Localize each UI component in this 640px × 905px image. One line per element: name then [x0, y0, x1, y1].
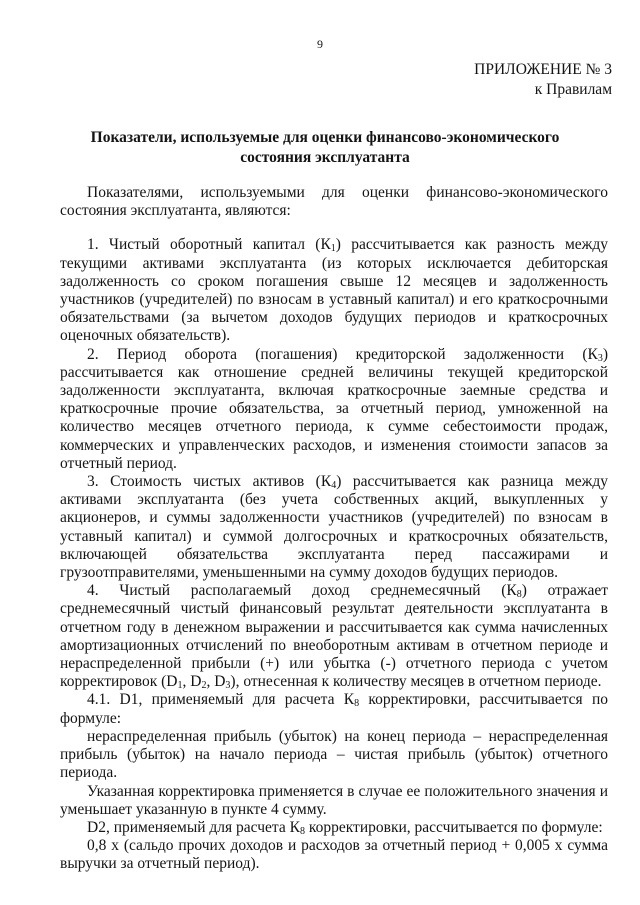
- item-k1-paragraph: [60, 236, 608, 345]
- item-k1-prefix: 1. Чистый оборотный капитал (К: [87, 236, 331, 254]
- d2-prefix: D2, применяемый для расчета К: [87, 818, 300, 836]
- item-k3-prefix: 2. Период оборота (погашения) кредиторской задолженности (К: [87, 345, 598, 363]
- item-k8-text2: ), отнесенная к количеству месяцев в отчетном периоде.: [230, 673, 602, 691]
- document-title: Показатели, используемые для оценки финансово-экономического состояния эксплуатанта: [90, 129, 560, 166]
- item-k8-sub: 8: [516, 589, 522, 601]
- item-k8-d1-sub: 1: [177, 680, 183, 692]
- item-k8-paragraph: [60, 582, 608, 691]
- note-d1-paragraph: Указанная корректировка применяется в случае ее положительного значения и уменьшает указанную в пункте 4 сумму.: [60, 782, 608, 818]
- item-k8-sep1: , D: [182, 673, 202, 691]
- item-k4-text: ) рассчитывается как разница между активами эксплуатанта (без учета собственных акций, выкупленных у акционеров, и суммы задолженности участников (учредителей) по взносам в уставный капитал) и суммой долгосрочных и краткосрочных обязательств, включающей обязательства эксплуатанта перед пассажирами и грузоотправителями, уменьшенными на сумму доходов будущих периодов.: [60, 473, 608, 582]
- sub41-text: корректировки, рассчитывается по формуле:: [60, 691, 608, 727]
- document-body: [60, 184, 608, 874]
- page-number: 9: [317, 37, 323, 51]
- item-k4-sub: 4: [331, 480, 337, 492]
- sub41-paragraph: [60, 691, 608, 727]
- annex-subtitle: к Правилам: [534, 81, 612, 98]
- formula-d2-paragraph: 0,8 х (сальдо прочих доходов и расходов за отчетный период + 0,005 х сумма выручки за отчетный период).: [60, 837, 608, 873]
- item-k4-prefix: 3. Стоимость чистых активов (К: [87, 473, 332, 491]
- d2-sub: 8: [299, 825, 305, 837]
- sub41-sub: 8: [354, 698, 360, 710]
- intro-paragraph: Показателями, используемыми для оценки финансово-экономического состояния эксплуатанта, являются:: [60, 184, 608, 220]
- item-k8-prefix: 4. Чистый располагаемый доход среднемесячный (К: [87, 582, 517, 600]
- item-k8-d3-sub: 3: [225, 680, 231, 692]
- item-k4-paragraph: [60, 473, 608, 582]
- formula-d1-paragraph: нераспределенная прибыль (убыток) на конец периода – нераспределенная прибыль (убыток) на начало периода – чистая прибыль (убыток) отчетного периода.: [60, 727, 608, 782]
- item-k1-sub: 1: [330, 243, 336, 255]
- annex-header: [474, 60, 612, 100]
- item-k3-text: ) рассчитывается как отношение средней величины текущей кредиторской задолженности эксплуатанта, включая краткосрочные заемные средства и краткосрочные прочие обязательства, за отчетный период, умноженной на количество месяцев отчетного периода, к сумме себестоимости продаж, коммерческих и управленческих расходов, и изменения стоимости запасов за отчетный период.: [60, 345, 608, 472]
- item-k8-text1: ) отражает среднемесячный чистый финансовый результат деятельности эксплуатанта в отчетном году в денежном выражении и рассчитывается как сумма начисленных амортизационных отчислений по внеоборотным активам в отчетном периоде и нераспределенной прибыли (+) или убытка (-) отчетного периода с учетом корректировок (D: [60, 582, 608, 691]
- item-k3-paragraph: [60, 346, 608, 473]
- annex-title: ПРИЛОЖЕНИЕ № 3: [474, 61, 612, 78]
- d2-paragraph: [60, 819, 608, 837]
- item-k3-sub: 3: [597, 352, 603, 364]
- sub41-prefix: 4.1. D1, применяемый для расчета К: [87, 691, 355, 709]
- item-k8-sep2: , D: [206, 673, 226, 691]
- item-k8-d2-sub: 2: [201, 680, 207, 692]
- d2-text: корректировки, рассчитывается по формуле:: [304, 818, 603, 836]
- item-k1-text: ) рассчитывается как разность между текущими активами эксплуатанта (из которых исключается дебиторская задолженность со сроком погашения свыше 12 месяцев и задолженность участников (учредителей) по взносам в уставный капитал) и его краткосрочными обязательствами (за вычетом доходов будущих периодов и краткосрочных оценочных обязательств).: [60, 236, 609, 345]
